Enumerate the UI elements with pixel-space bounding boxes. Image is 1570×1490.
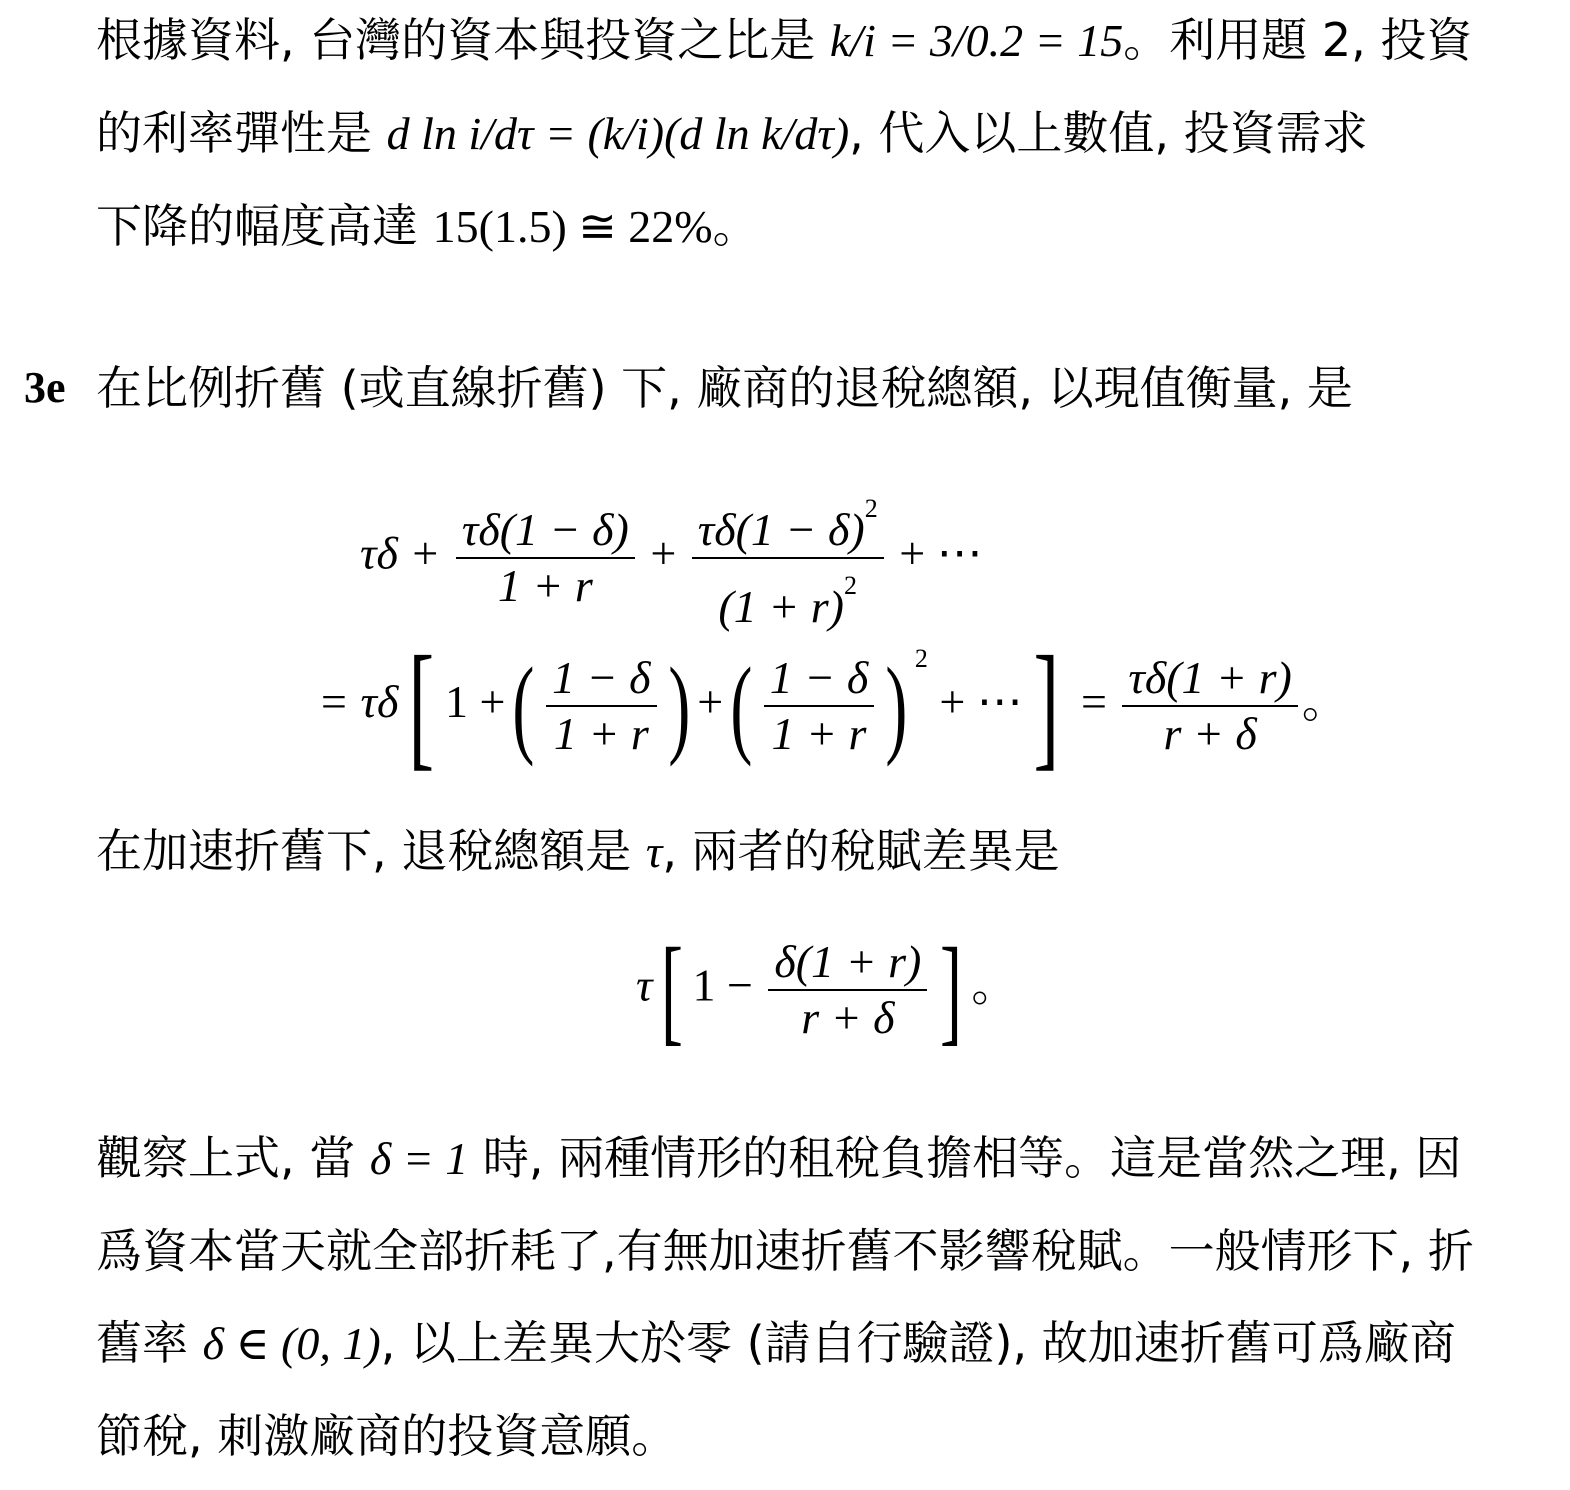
equation-sum	[318, 628, 1348, 784]
math-inline: τ	[645, 826, 663, 877]
fraction	[546, 651, 656, 761]
text: , 以上差異大於零 (請自行驗證), 故加速折舊可爲廠商	[380, 1316, 1456, 1370]
para1-line2	[96, 104, 1368, 162]
fraction	[768, 935, 927, 1045]
left-bracket: [	[408, 628, 435, 784]
equation-difference	[636, 923, 1018, 1056]
left-paren: (	[512, 645, 535, 768]
numerator: 1 − δ	[546, 651, 656, 707]
math-inline: δ ∈ (0, 1)	[202, 1318, 381, 1369]
para3-line3	[96, 1314, 1456, 1372]
text: 爲資本當天就全部折耗了,有無加速折舊不影響稅賦。一般情形下, 折	[96, 1224, 1474, 1278]
equation-series	[360, 482, 983, 634]
text: 。	[712, 199, 759, 253]
para3-line2	[96, 1222, 1474, 1280]
text: 時, 兩種情形的租稅負擔相等。這是當然之理, 因	[468, 1131, 1462, 1185]
numerator: 1 − δ	[764, 651, 874, 707]
text: 觀察上式, 當	[96, 1131, 370, 1185]
denominator: 1 + r	[553, 708, 649, 760]
denominator: r + δ	[1163, 708, 1257, 760]
plus-sign: +	[650, 527, 677, 579]
denominator: 1 + r	[497, 560, 593, 611]
right-bracket: ]	[1033, 628, 1059, 784]
right-paren: )	[667, 645, 690, 768]
numerator: τδ(1 − δ)	[456, 503, 635, 559]
one-minus: 1 −	[692, 959, 753, 1011]
math-inline: δ = 1	[369, 1133, 469, 1184]
para1-line3	[96, 197, 759, 255]
text: 。利用題 2, 投資	[1123, 13, 1473, 67]
numerator: δ(1 + r)	[768, 935, 927, 991]
para2-line	[96, 822, 1060, 880]
denominator: r + δ	[801, 992, 895, 1043]
section-label: 3e	[24, 363, 66, 412]
equals-sign: =	[1080, 676, 1107, 727]
ellipsis: + ⋯	[899, 527, 983, 579]
ellipsis: + ⋯	[939, 676, 1023, 727]
fraction	[1122, 651, 1297, 761]
section-intro	[96, 359, 1353, 417]
period: 。	[1301, 674, 1348, 728]
denominator: 1 + r	[771, 708, 867, 760]
text: 在比例折舊 (或直線折舊) 下, 廠商的退稅總額, 以現值衡量, 是	[96, 361, 1353, 415]
text: 在加速折舊下, 退稅總額是	[96, 824, 646, 878]
eq-lead: = τδ	[318, 676, 399, 727]
numerator: τδ(1 + r)	[1122, 651, 1297, 707]
fraction	[456, 503, 635, 613]
math-inline: k/i = 3/0.2 = 15	[829, 15, 1124, 66]
right-paren: )	[885, 645, 908, 768]
text: 根據資料, 台灣的資本與投資之比是	[96, 13, 830, 67]
denominator: $(1 + r)^2$	[718, 571, 858, 632]
fraction	[692, 482, 884, 634]
left-paren: (	[730, 645, 753, 768]
eq-term: τδ +	[360, 527, 441, 579]
para3-line4	[96, 1407, 677, 1465]
one-plus: 1 +	[445, 676, 506, 727]
math-inline: d ln i/dτ = (k/i)(d ln k/dτ)	[386, 108, 850, 159]
para3-line1	[96, 1129, 1461, 1187]
text: , 代入以上數值, 投資需求	[849, 106, 1368, 160]
numerator: $\tau\delta(1 - \delta)^2$	[692, 482, 884, 559]
para1-line1	[96, 11, 1472, 69]
period: 。	[971, 957, 1018, 1012]
text: 下降的幅度高達	[96, 199, 433, 253]
text: 的利率彈性是	[96, 106, 387, 160]
text: 舊率	[96, 1316, 203, 1370]
text: , 兩者的稅賦差異是	[662, 824, 1060, 878]
left-bracket: [	[661, 923, 684, 1056]
text: 節稅, 刺激廠商的投資意願。	[96, 1409, 678, 1463]
eq-tau: τ	[636, 959, 653, 1011]
fraction	[764, 651, 874, 761]
right-bracket: ]	[940, 923, 963, 1056]
math-inline: 15(1.5) ≅ 22%	[432, 201, 713, 252]
exponent: 2	[914, 644, 928, 673]
plus-sign: +	[697, 676, 724, 727]
